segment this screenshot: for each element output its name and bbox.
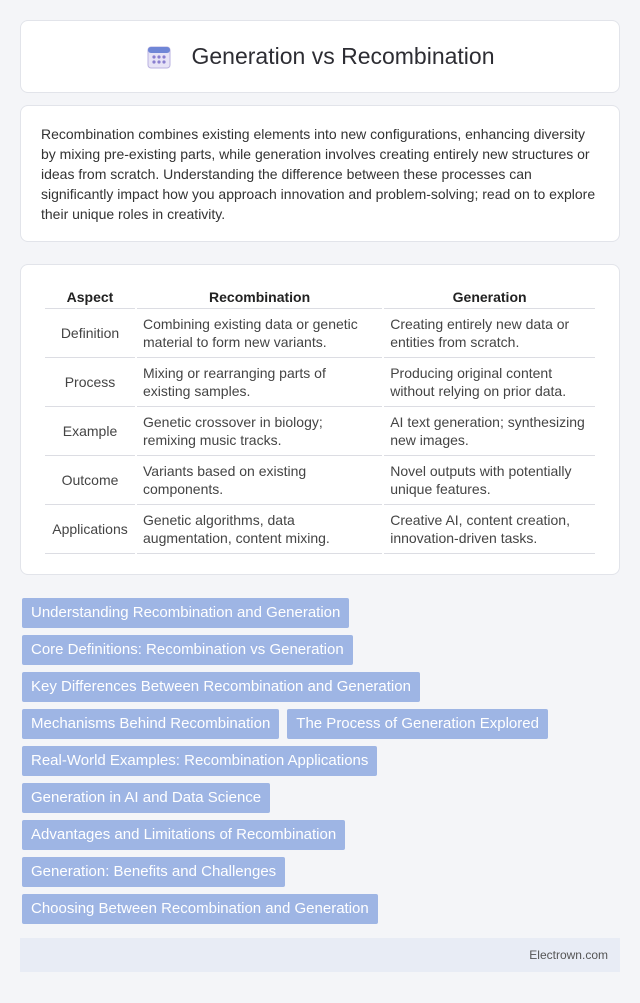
- table-cell: Process: [45, 358, 135, 407]
- table-row: [45, 456, 595, 505]
- comparison-table: [43, 283, 597, 554]
- table-row: [45, 309, 595, 358]
- table-cell: Creative AI, content creation, innovation-driven tasks.: [384, 505, 595, 554]
- title-card: [20, 20, 620, 93]
- table-cell: Mixing or rearranging parts of existing samples.: [137, 358, 382, 407]
- topic-links: [22, 598, 622, 931]
- footer: [20, 938, 620, 972]
- table-cell: Producing original content without relying on prior data.: [384, 358, 595, 407]
- intro-text: Recombination combines existing elements into new configurations, enhancing diversity by mixing pre-existing parts, while generation involves creating entirely new structures or ideas from scratch. Understanding the difference between these processes can significantly impact how you approach innovation and problem-solving; read on to explore their unique roles in creativity.: [41, 126, 596, 222]
- header-recombination: Recombination: [137, 283, 382, 309]
- topic-link[interactable]: Advantages and Limitations of Recombination: [22, 820, 345, 850]
- table-cell: Variants based on existing components.: [137, 456, 382, 505]
- table-cell: Outcome: [45, 456, 135, 505]
- topic-link[interactable]: Key Differences Between Recombination and Generation: [22, 672, 420, 702]
- topic-link[interactable]: Generation: Benefits and Challenges: [22, 857, 285, 887]
- table-cell: Genetic algorithms, data augmentation, content mixing.: [137, 505, 382, 554]
- topic-link[interactable]: Real-World Examples: Recombination Applications: [22, 746, 377, 776]
- table-cell: Combining existing data or genetic material to form new variants.: [137, 309, 382, 358]
- page-title: Generation vs Recombination: [191, 43, 495, 69]
- table-cell: Novel outputs with potentially unique features.: [384, 456, 595, 505]
- comparison-table-card: [20, 264, 620, 575]
- table-row: [45, 505, 595, 554]
- topic-link[interactable]: Understanding Recombination and Generation: [22, 598, 349, 628]
- header-aspect: Aspect: [45, 283, 135, 309]
- topic-link[interactable]: Mechanisms Behind Recombination: [22, 709, 279, 739]
- table-header-row: [45, 283, 595, 309]
- topic-link[interactable]: The Process of Generation Explored: [287, 709, 548, 739]
- table-cell: Creating entirely new data or entities from scratch.: [384, 309, 595, 358]
- header-generation: Generation: [384, 283, 595, 309]
- table-cell: AI text generation; synthesizing new images.: [384, 407, 595, 456]
- topic-link[interactable]: Generation in AI and Data Science: [22, 783, 270, 813]
- topic-link[interactable]: Core Definitions: Recombination vs Generation: [22, 635, 353, 665]
- topic-link[interactable]: Choosing Between Recombination and Generation: [22, 894, 378, 924]
- table-cell: Genetic crossover in biology; remixing music tracks.: [137, 407, 382, 456]
- table-row: [45, 358, 595, 407]
- table-cell: Example: [45, 407, 135, 456]
- table-cell: Applications: [45, 505, 135, 554]
- intro-card: [20, 105, 620, 242]
- footer-brand[interactable]: Electrown.com: [529, 948, 608, 962]
- table-cell: Definition: [45, 309, 135, 358]
- table-row: [45, 407, 595, 456]
- calendar-grid-icon: [146, 44, 172, 70]
